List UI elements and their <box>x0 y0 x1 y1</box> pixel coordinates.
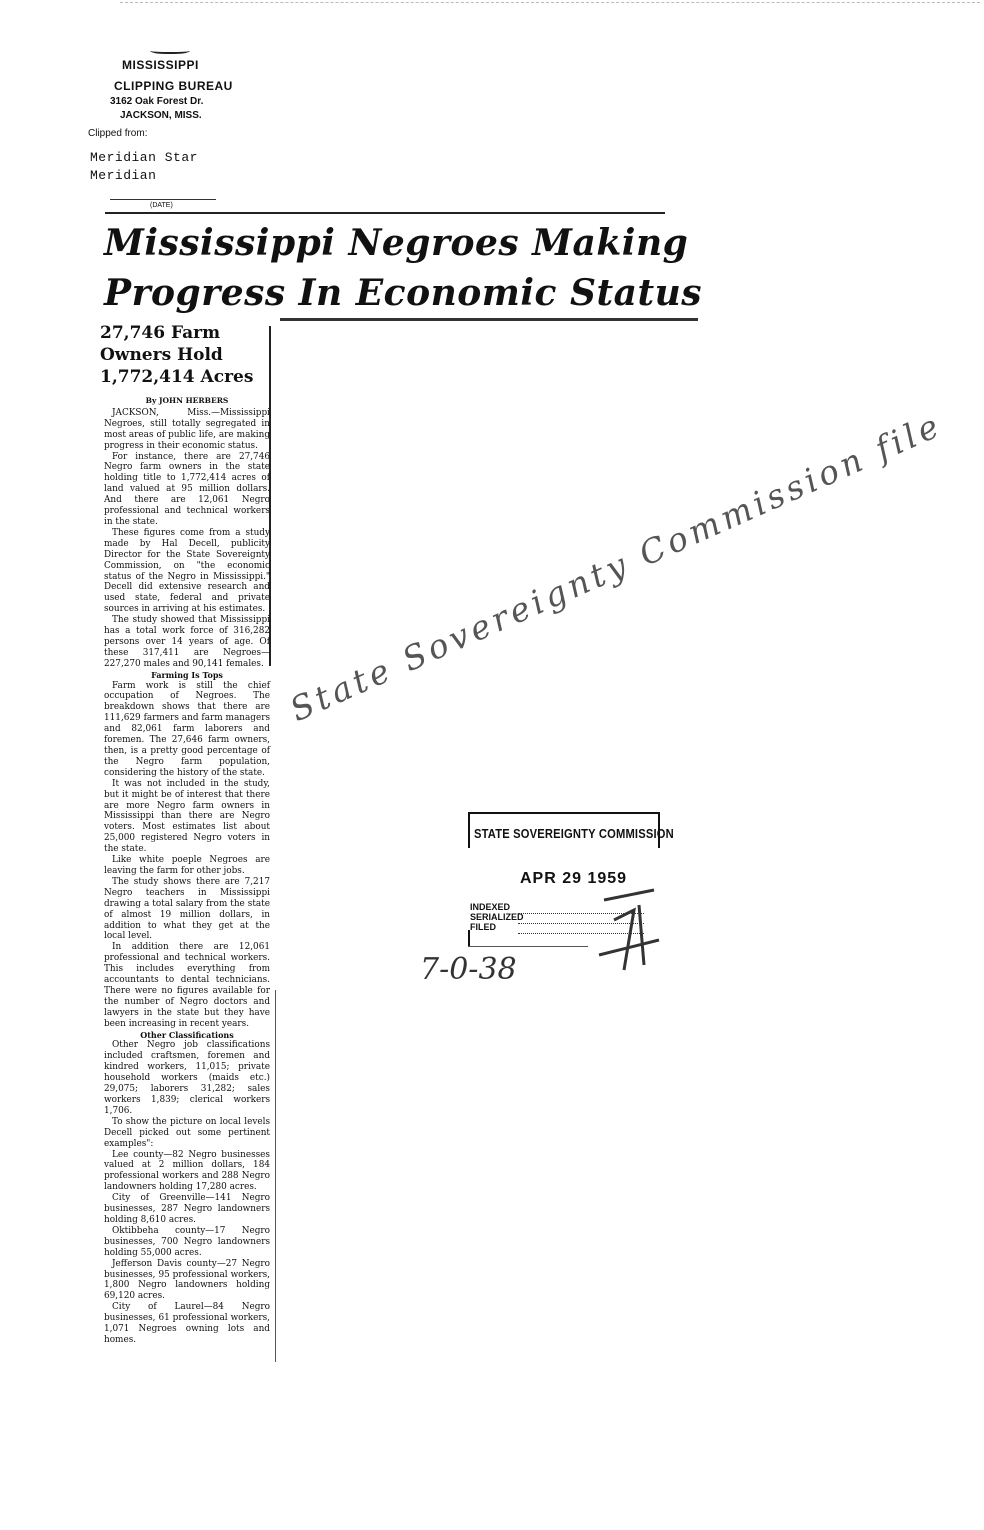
article-body <box>104 396 270 1346</box>
headline-line1: Mississippi Negroes Making <box>104 222 689 264</box>
article-paragraph: The study shows there are 7,217 Negro teachers in Mississippi drawing a total salary from the state of almost 19 million dollars, in addition to what they get at the local level. <box>104 876 270 942</box>
article-paragraph: The study showed that Mississippi has a total work force of 316,282 persons over 14 years of age. Of these 317,411 are Negroes—227,270 males and 90,141 females. <box>104 615 270 669</box>
article-paragraph: In addition there are 12,061 professional and technical workers. This includes everything from accountants to dental technicians. There were no figures available for the number of Negro doctors and lawyers in the state but they have been increasing in recent years. <box>104 942 270 1029</box>
article-paragraph: To show the picture on local levels Decell picked out some pertinent examples": <box>104 1116 270 1149</box>
article-paragraph: These figures come from a study made by Hal Decell, publicity Director for the State Sovereignty Commission, on "the economic status of the Negro in Mississippi." Decell did extensive research and used state, federal and private sources in arriving at his estimates. <box>104 527 270 615</box>
article-paragraph: City of Laurel—84 Negro businesses, 61 professional workers, 1,071 Negroes owning lots and homes. <box>104 1302 270 1345</box>
stamp-title: STATE SOVEREIGNTY COMMISSION <box>474 826 674 841</box>
headline-line2: Progress In Economic Status <box>104 272 703 314</box>
subhead-line2: Owners Hold <box>100 345 223 365</box>
source-city: Meridian <box>90 168 157 183</box>
bureau-address: 3162 Oak Forest Dr. <box>110 96 204 107</box>
article-paragraph: Farm work is still the chief occupation of Negroes. The breakdown shows that there are 111,629 farmers and farm managers and 82,061 farm laborers and foremen. The 27,646 farm owners, then, is a pretty good percentage of the Negro farm population, considering the history of the state. <box>104 680 270 778</box>
bureau-name-line2: CLIPPING BUREAU <box>114 79 233 93</box>
article-paragraph: For instance, there are 27,746 Negro farm owners in the state holding title to 1,772,414 acres of land valued at 95 million dollars. And there are 12,061 Negro professional and technical workers in the state. <box>104 451 270 527</box>
stamp-bottom-line <box>468 946 588 947</box>
date-line <box>110 199 216 200</box>
article-paragraph: Like white poeple Negroes are leaving the farm for other jobs. <box>104 855 270 876</box>
handwritten-initials <box>594 880 664 980</box>
subhead-line1: 27,746 Farm <box>100 323 221 343</box>
article-paragraph: City of Greenville—141 Negro businesses, 287 Negro landowners holding 8,610 acres. <box>104 1193 270 1225</box>
clipped-from-label: Clipped from: <box>88 128 148 139</box>
article-paragraph: Other Negro job classifications included craftsmen, foremen and kindred workers, 11,015; private household workers (maids etc.) 29,075; laborers 31,282; sales workers 1,839; clerical workers 1,706. <box>104 1040 270 1116</box>
headline-top-rule <box>105 212 665 214</box>
stamp-serialized-label: SERIALIZED <box>470 912 524 922</box>
stamp-date: APR 29 1959 <box>520 870 628 887</box>
section-heading-other: Other Classifications <box>140 1029 234 1040</box>
bureau-name-line1: MISSISSIPPI <box>122 58 199 72</box>
article-paragraph: JACKSON, Miss.—Mississippi Negroes, still totally segregated in most areas of public life, are making progress in their economic status. <box>104 407 270 451</box>
handwritten-file-number: 7-0-38 <box>420 952 517 987</box>
byline: By JOHN HERBERS <box>145 396 229 405</box>
article-paragraph: Lee county—82 Negro businesses valued at 2 million dollars, 184 professional workers and 288 Negro landowners holding 17,280 acres. <box>104 1149 270 1193</box>
column-rule-lower <box>275 990 276 1362</box>
date-label: (DATE) <box>150 202 173 209</box>
headline-bottom-rule <box>280 318 698 321</box>
subhead-line3: 1,772,414 Acres <box>100 367 254 387</box>
article-paragraph: It was not included in the study, but it might be of interest that there are more Negro farm owners in Mississippi than there are Negro voters. Most estimates list about 25,000 registered Negro voters in the state. <box>104 778 270 855</box>
page-top-border <box>120 2 980 3</box>
bureau-city: JACKSON, MISS. <box>120 110 202 121</box>
handwritten-annotation: State Sovereignty Commission file <box>284 404 948 729</box>
source-paper: Meridian Star <box>90 150 198 165</box>
stamp-indexed-label: INDEXED <box>470 902 511 912</box>
stamp-side-mark <box>468 930 470 946</box>
article-paragraph: Oktibbeha county—17 Negro businesses, 700 Negro landowners holding 55,000 acres. <box>104 1225 270 1258</box>
section-heading-farming: Farming Is Tops <box>151 669 223 680</box>
article-paragraph: Jefferson Davis county—27 Negro businesses, 95 professional workers, 1,800 Negro landowners holding 69,120 acres. <box>104 1258 270 1302</box>
subheadline <box>100 322 253 388</box>
stamp-filed-label: FILED <box>470 922 496 932</box>
bureau-logo-mark <box>150 46 190 54</box>
